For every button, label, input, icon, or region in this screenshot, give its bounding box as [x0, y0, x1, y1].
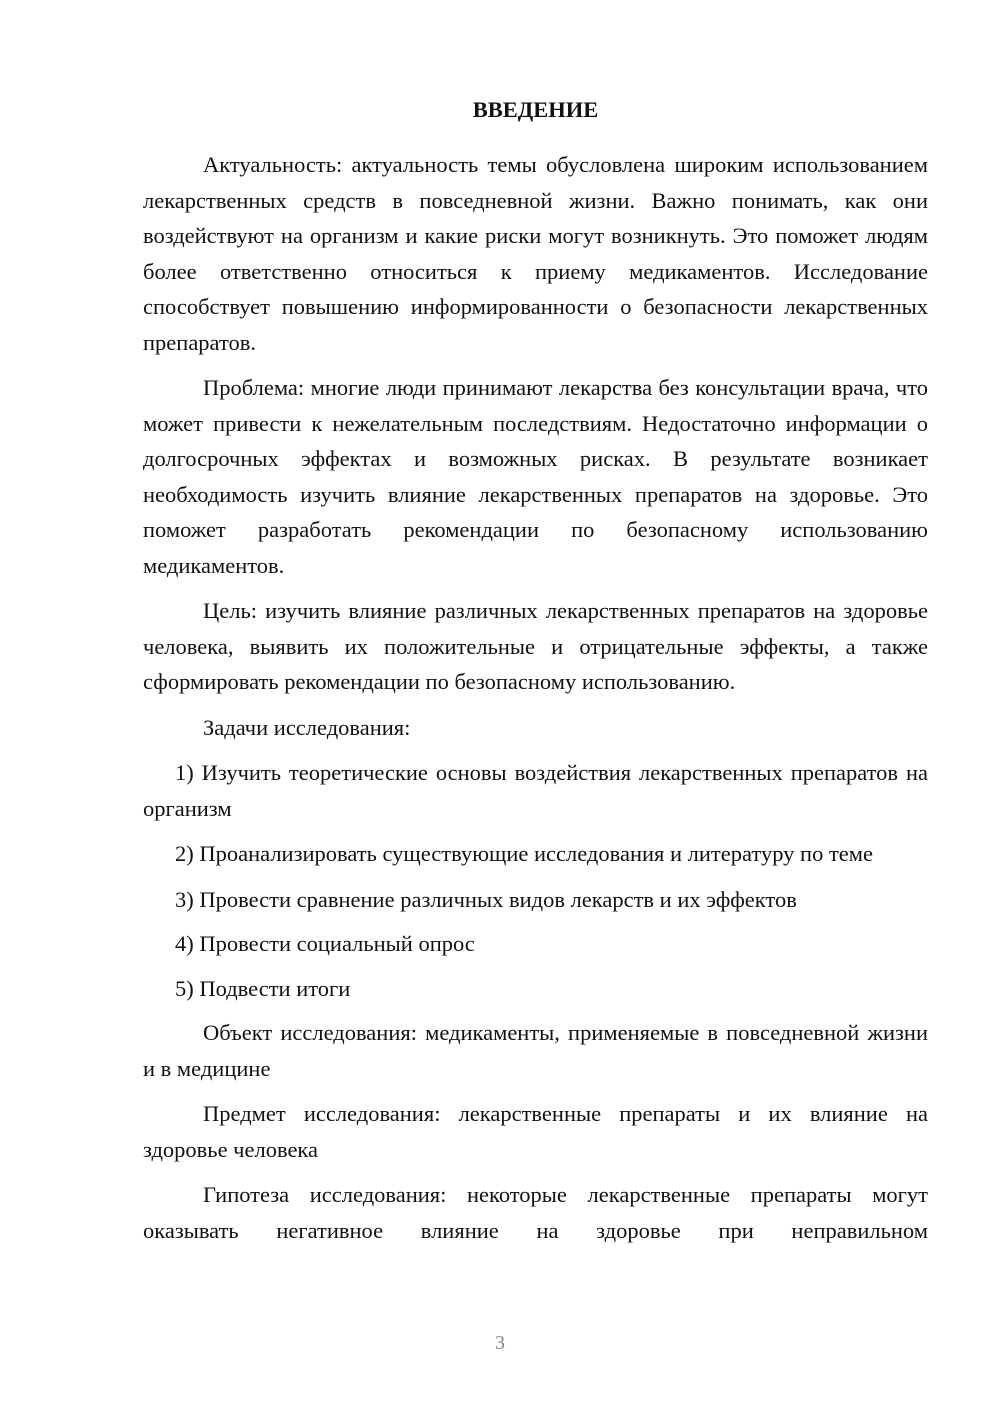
relevance-paragraph: Актуальность: актуальность темы обусловлена широким использованием лекарственных средств в повседневной жизни. Важно понимать, как они воздействуют на организм и какие риски могут возникнуть. Это поможет людям более ответственно относиться к приему медикаментов. Исследование способствует повышению информированности о безопасности лекарственных препаратов.: [143, 152, 928, 355]
task-item: 2) Проанализировать существующие исследования и литературу по теме: [175, 841, 873, 866]
subject-paragraph: Предмет исследования: лекарственные препараты и их влияние на здоровье человека: [143, 1101, 928, 1162]
object-paragraph: Объект исследования: медикаменты, применяемые в повседневной жизни и в медицине: [143, 1020, 928, 1081]
tasks-heading: Задачи исследования:: [203, 714, 411, 740]
task-item: 4) Провести социальный опрос: [175, 931, 475, 956]
goal-paragraph: Цель: изучить влияние различных лекарственных препаратов на здоровье человека, выявить их положительные и отрицательные эффекты, а также сформировать рекомендации по безопасному использованию.: [143, 598, 928, 694]
problem-paragraph: Проблема: многие люди принимают лекарства без консультации врача, что может привести к нежелательным последствиям. Недостаточно информации о долгосрочных эффектах и возможных рисках. В результате возникает необходимость изучить влияние лекарственных препаратов на здоровье. Это поможет разработать рекомендации по безопасному использованию медикаментов.: [143, 375, 928, 578]
page-title: ВВЕДЕНИЕ: [472, 97, 599, 122]
task-item: 1) Изучить теоретические основы воздействия лекарственных препаратов на организм: [143, 760, 928, 821]
page-number: 3: [495, 1332, 505, 1354]
document-page: [143, 92, 928, 1258]
hypothesis-paragraph: Гипотеза исследования: некоторые лекарственные препараты могут оказывать негативное влияние на здоровье при неправильном: [143, 1182, 928, 1243]
task-item: 5) Подвести итоги: [175, 975, 351, 1001]
task-item: 3) Провести сравнение различных видов лекарств и их эффектов: [175, 886, 797, 912]
